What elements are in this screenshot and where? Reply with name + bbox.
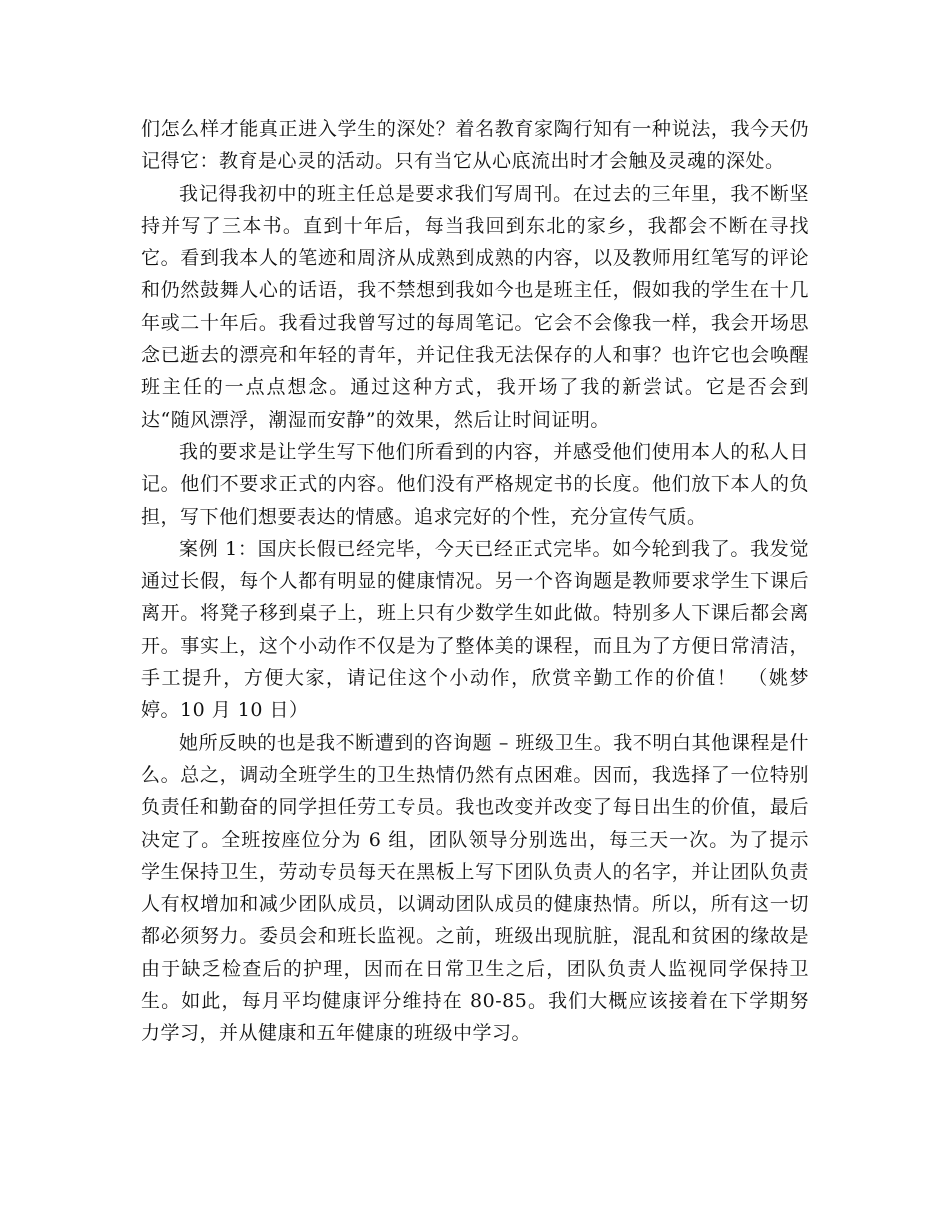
paragraph-3: 我的要求是让学生写下他们所看到的内容，并感受他们使用本人的私人日记。他们不要求正式的内容。他们没有严格规定书的长度。他们放下本人的负担，写下他们想要表达的情感。追求完好的个性，充分宣传气质。: [141, 440, 809, 528]
paragraph-2: 我记得我初中的班主任总是要求我们写周刊。在过去的三年里，我不断坚持并写了三本书。直到十年后，每当我回到东北的家乡，我都会不断在寻找它。看到我本人的笔迹和周济从成熟到成熟的内容，以及教师用红笔写的评论和仍然鼓舞人心的话语，我不禁想到我如今也是班主任，假如我的学生在十几年或二十年后。我看过我曾写过的每周笔记。它会不会像我一样，我会开场思念已逝去的漂亮和年轻的青年，并记住我无法保存的人和事？也许它也会唤醒班主任的一点点想念。通过这种方式，我开场了我的新尝试。它是否会到达“随风漂浮，潮湿而安静”的效果，然后让时间证明。: [141, 182, 809, 431]
body-text: [141, 113, 809, 1050]
paragraph-4: 案例 1：国庆长假已经完毕，今天已经正式完毕。如今轮到我了。我发觉通过长假，每个人都有明显的健康情况。另一个咨询题是教师要求学生下课后离开。将凳子移到桌子上，班上只有少数学生如此做。特别多人下课后都会离开。事实上，这个小动作不仅是为了整体美的课程，而且为了方便日常清洁，手工提升，方便大家，请记住这个小动作，欣赏辛勤工作的价值！ （姚梦婷。10 月 10 日）: [141, 537, 809, 722]
paragraph-5: 她所反映的也是我不断遭到的咨询题 – 班级卫生。我不明白其他课程是什么。总之，调动全班学生的卫生热情仍然有点困难。因而，我选择了一位特别负责任和勤奋的同学担任劳工专员。我也改变并改变了每日出生的价值，最后决定了。全班按座位分为 6 组，团队领导分别选出，每三天一次。为了提示学生保持卫生，劳动专员每天在黑板上写下团队负责人的名字，并让团队负责人有权增加和减少团队成员，以调动团队成员的健康热情。所以，所有这一切都必须努力。委员会和班长监视。之前，班级出现肮脏，混乱和贫困的缘故是由于缺乏检查后的护理，因而在日常卫生之后，团队负责人监视同学保持卫生。如此，每月平均健康评分维持在 80-85。我们大概应该接着在下学期努力学习，并从健康和五年健康的班级中学习。: [141, 731, 809, 1045]
paragraph-1: 们怎么样才能真正进入学生的深处？着名教育家陶行知有一种说法，我今天仍记得它：教育是心灵的活动。只有当它从心底流出时才会触及灵魂的深处。: [141, 118, 809, 173]
